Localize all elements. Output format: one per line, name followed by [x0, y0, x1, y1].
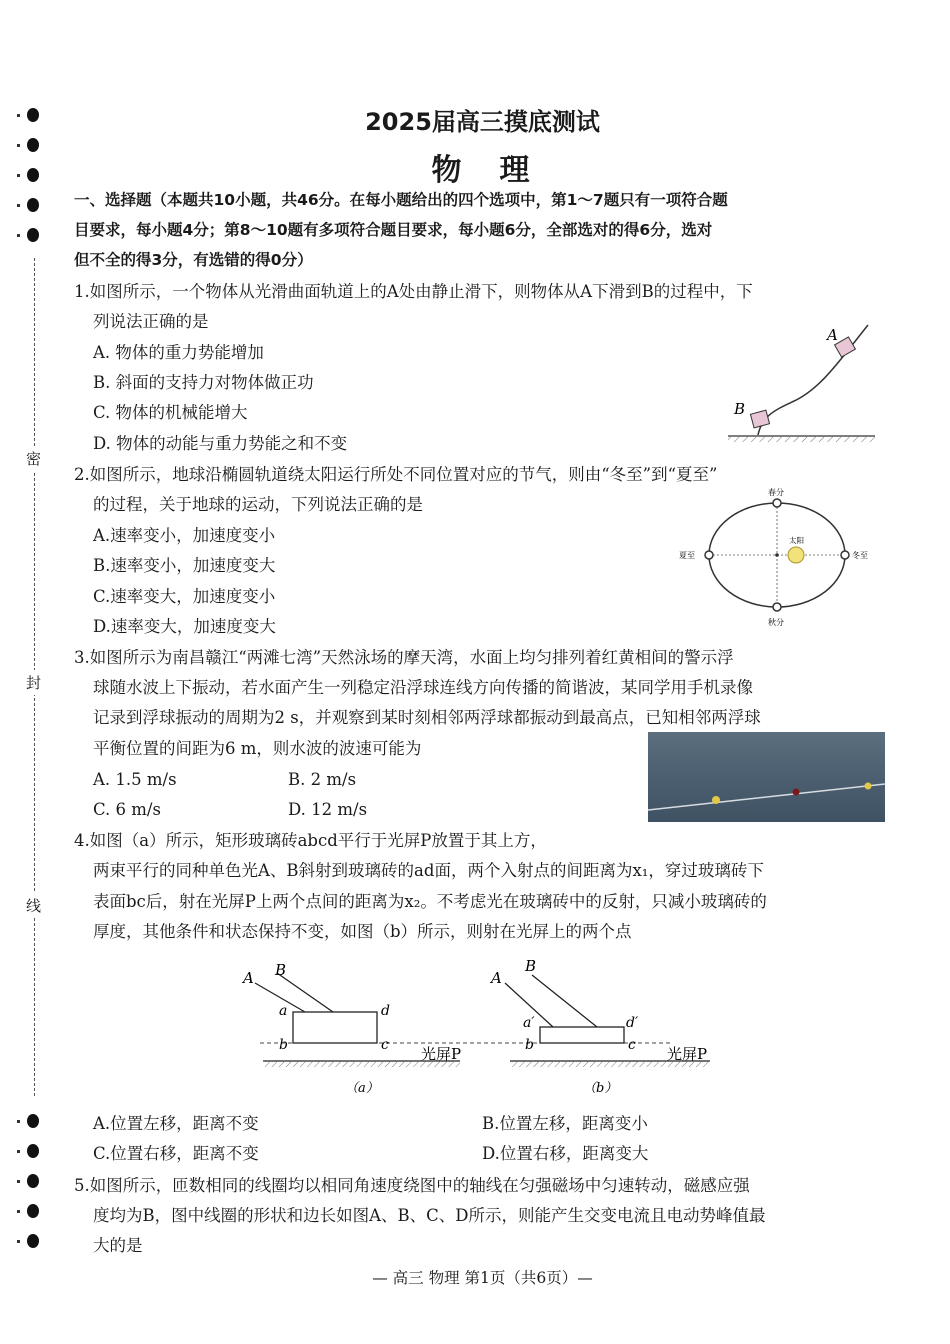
q2-stem-1: 2.如图所示，地球沿椭圆轨道绕太阳运行所处不同位置对应的节气，则由“冬至”到“夏至” [74, 465, 718, 484]
ground-hatch [728, 436, 875, 442]
autumn-label: 秋分 [768, 618, 784, 627]
seal-label-feng: 封 [26, 670, 41, 695]
q5-stem-1: 5.如图所示，匝数相同的线圈均以相同角速度绕图中的轴线在匀强磁场中匀速转动，磁感应强 [74, 1176, 750, 1195]
glass-block-a [293, 1012, 377, 1043]
seal-label-mi: 密 [26, 446, 41, 471]
q5-stem-3: 大的是 [93, 1236, 143, 1255]
q2-orbit-figure [675, 485, 880, 630]
binding-hole [27, 1234, 39, 1248]
earth-autumn [773, 603, 781, 611]
earth-winter [841, 551, 849, 559]
block-at-b [750, 410, 769, 428]
binding-hole [27, 1114, 39, 1128]
summer-label: 夏至 [679, 551, 695, 560]
q1-track-figure [720, 320, 880, 445]
screen-b-label: 光屏P [667, 1045, 708, 1063]
binding-hole [27, 1144, 39, 1158]
q3-stem-2: 球随水波上下振动，若水面产生一列稳定沿浮球连线方向传播的简谐波，某同学用手机录像 [93, 678, 753, 697]
binding-hole [27, 1204, 39, 1218]
buoy-line [648, 732, 885, 822]
screen-a-label: 光屏P [421, 1045, 462, 1063]
yellow-buoy [865, 783, 872, 790]
sun-icon [788, 547, 804, 563]
q4-stem-1: 4.如图（a）所示，矩形玻璃砖abcd平行于光屏P放置于其上方， [74, 831, 547, 850]
spring-label: 春分 [768, 488, 784, 497]
fig-b-point-b: b [525, 1037, 534, 1053]
section-instructions-2: 目要求，每小题4分；第8～10题有多项符合题目要求，每小题6分，全部选对的得6分，选对 [74, 221, 713, 239]
q2-option-b: B.速率变小，加速度变大 [93, 556, 276, 575]
fig-a-point-a: a [279, 1003, 288, 1019]
winter-label: 冬至 [852, 551, 868, 560]
page-footer: — 高三 物理 第1页（共6页）— [372, 1269, 593, 1287]
ray-b-b [532, 975, 597, 1027]
q4-option-d: D.位置右移，距离变大 [482, 1144, 649, 1163]
exam-title: 2025届高三摸底测试 [365, 108, 600, 136]
caption-b: （b） [583, 1081, 618, 1096]
subject-title: 物 理 [431, 153, 534, 188]
fig-a-point-b: b [279, 1037, 288, 1053]
buoy-rope [648, 784, 885, 810]
q1-option-d: D. 物体的动能与重力势能之和不变 [93, 434, 348, 453]
q4-stem-2: 两束平行的同种单色光A、B斜射到玻璃砖的ad面，两个入射点的间距离为x₁，穿过玻璃砖下 [93, 861, 764, 880]
q1-stem-1: 1.如图所示，一个物体从光滑曲面轨道上的A处由静止滑下，则物体从A下滑到B的过程中，下 [74, 282, 753, 301]
q4-option-a: A.位置左移，距离不变 [93, 1114, 259, 1133]
label-b: B [734, 400, 746, 418]
binding-hole [27, 228, 39, 242]
binding-hole [27, 198, 39, 212]
sun-label: 太阳 [789, 536, 804, 545]
q1-stem-2: 列说法正确的是 [93, 312, 209, 331]
seal-label-xian: 线 [26, 893, 41, 918]
earth-spring [773, 499, 781, 507]
q4-option-b: B.位置左移，距离变小 [482, 1114, 648, 1133]
q2-option-a: A.速率变小，加速度变小 [93, 526, 276, 545]
q3-stem-4: 平衡位置的间距为6 m，则水波的波速可能为 [93, 739, 422, 758]
fig-b-point-a: a′ [523, 1015, 535, 1031]
q4-stem-4: 厚度，其他条件和状态保持不变，如图（b）所示，则射在光屏上的两个点 [93, 922, 632, 941]
fig-b-point-c: c [628, 1037, 636, 1053]
q1-option-c: C. 物体的机械能增大 [93, 403, 248, 422]
center-dot [775, 553, 779, 557]
q3-water-photo [648, 732, 885, 822]
q4-glass-figure [235, 955, 735, 1100]
q3-stem-1: 3.如图所示为南昌赣江“两滩七湾”天然泳场的摩天湾，水面上均匀排列着红黄相间的警示浮 [74, 648, 734, 667]
section-instructions-1: 一、选择题（本题共10小题，共46分。在每小题给出的四个选项中，第1～7题只有一项符合题 [74, 191, 728, 209]
binding-hole [27, 1174, 39, 1188]
q2-option-c: C.速率变大，加速度变小 [93, 587, 276, 606]
fig-b-point-d: d′ [626, 1015, 639, 1031]
q4-option-c: C.位置右移，距离不变 [93, 1144, 259, 1163]
caption-a: （a） [345, 1081, 379, 1096]
q3-option-d: D. 12 m/s [288, 800, 368, 819]
q1-option-a: A. 物体的重力势能增加 [93, 343, 264, 362]
earth-summer [705, 551, 713, 559]
glass-block-b [540, 1027, 624, 1043]
red-buoy [793, 789, 800, 796]
q3-option-b: B. 2 m/s [288, 770, 357, 789]
fig-a-point-d: d [381, 1003, 390, 1019]
fig-a-label-b: B [275, 961, 287, 979]
fig-b-label-b: B [525, 957, 537, 975]
section-instructions-3: 但不全的得3分，有选错的得0分） [74, 251, 313, 269]
fig-a-label-a: A [243, 969, 254, 987]
q4-stem-3: 表面bc后，射在光屏P上两个点间的距离为x₂。不考虑光在玻璃砖中的反射，只减小玻璃砖的 [93, 892, 767, 911]
fig-a-point-c: c [381, 1037, 389, 1053]
yellow-buoy [712, 796, 720, 804]
q2-stem-2: 的过程，关于地球的运动，下列说法正确的是 [93, 495, 423, 514]
q1-option-b: B. 斜面的支持力对物体做正功 [93, 373, 314, 392]
q5-stem-2: 度均为B，图中线圈的形状和边长如图A、B、C、D所示，则能产生交变电流且电动势峰值最 [93, 1206, 766, 1225]
q3-option-a: A. 1.5 m/s [93, 770, 177, 789]
q2-option-d: D.速率变大，加速度变大 [93, 617, 276, 636]
q3-option-c: C. 6 m/s [93, 800, 161, 819]
fig-b-label-a: A [491, 969, 502, 987]
q3-stem-3: 记录到浮球振动的周期为2 s，并观察到某时刻相邻两浮球都振动到最高点，已知相邻两浮球 [93, 708, 761, 727]
label-a: A [827, 326, 838, 344]
